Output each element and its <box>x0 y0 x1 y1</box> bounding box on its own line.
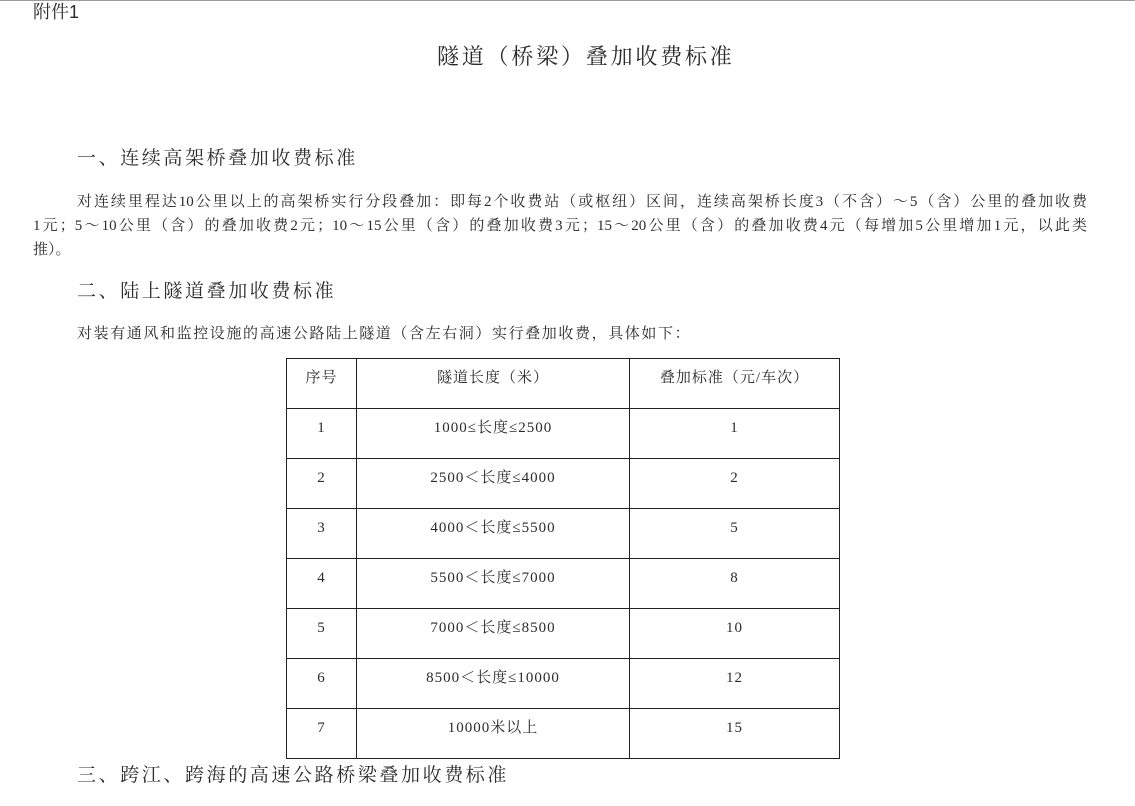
cell-tunnel-length: 7000＜长度≤8500 <box>357 609 630 659</box>
cell-seq: 5 <box>287 609 357 659</box>
paragraph-line: 1元；5～10公里（含）的叠加收费2元；10～15公里（含）的叠加收费3元；15～20公里（含）的叠加收费4元（每增加5公里增加1元，以此类 <box>33 218 1087 234</box>
top-border-line <box>0 0 1135 1</box>
section-heading-river-sea-bridge: 三、跨江、跨海的高速公路桥梁叠加收费标准 <box>77 765 510 786</box>
table-row <box>287 709 840 759</box>
cell-seq: 6 <box>287 659 357 709</box>
cell-fee: 2 <box>630 459 840 509</box>
tunnel-fee-table <box>286 358 840 759</box>
cell-seq: 1 <box>287 409 357 459</box>
table-header-row <box>287 359 840 409</box>
table-row <box>287 509 840 559</box>
cell-fee: 8 <box>630 559 840 609</box>
section-heading-tunnel: 二、陆上隧道叠加收费标准 <box>77 281 337 302</box>
table-row <box>287 409 840 459</box>
cell-tunnel-length: 4000＜长度≤5500 <box>357 509 630 559</box>
cell-fee: 5 <box>630 509 840 559</box>
paragraph-line: 对连续里程达10公里以上的高架桥实行分段叠加：即每2个收费站（或枢纽）区间，连续高架桥长度3（不含）～5（含）公里的叠加收费 <box>77 194 1087 210</box>
cell-tunnel-length: 8500＜长度≤10000 <box>357 659 630 709</box>
tunnel-intro-text: 对装有通风和监控设施的高速公路陆上隧道（含左右洞）实行叠加收费，具体如下： <box>77 326 692 342</box>
paragraph-line: 推）。 <box>33 242 71 258</box>
document-title: 隧道（桥梁）叠加收费标准 <box>437 44 735 69</box>
table-row <box>287 609 840 659</box>
cell-seq: 4 <box>287 559 357 609</box>
cell-tunnel-length: 5500＜长度≤7000 <box>357 559 630 609</box>
section-heading-viaduct: 一、连续高架桥叠加收费标准 <box>77 148 358 169</box>
cell-seq: 3 <box>287 509 357 559</box>
table-row <box>287 459 840 509</box>
cell-fee: 1 <box>630 409 840 459</box>
attachment-label: 附件1 <box>33 2 80 22</box>
cell-seq: 7 <box>287 709 357 759</box>
cell-seq: 2 <box>287 459 357 509</box>
cell-tunnel-length: 1000≤长度≤2500 <box>357 409 630 459</box>
header-fee-standard: 叠加标准（元/车次） <box>630 359 840 409</box>
viaduct-paragraph <box>33 190 1087 262</box>
cell-fee: 15 <box>630 709 840 759</box>
header-tunnel-length: 隧道长度（米） <box>357 359 630 409</box>
header-seq: 序号 <box>287 359 357 409</box>
cell-tunnel-length: 2500＜长度≤4000 <box>357 459 630 509</box>
cell-tunnel-length: 10000米以上 <box>357 709 630 759</box>
cell-fee: 12 <box>630 659 840 709</box>
table-row <box>287 559 840 609</box>
table-row <box>287 659 840 709</box>
cell-fee: 10 <box>630 609 840 659</box>
